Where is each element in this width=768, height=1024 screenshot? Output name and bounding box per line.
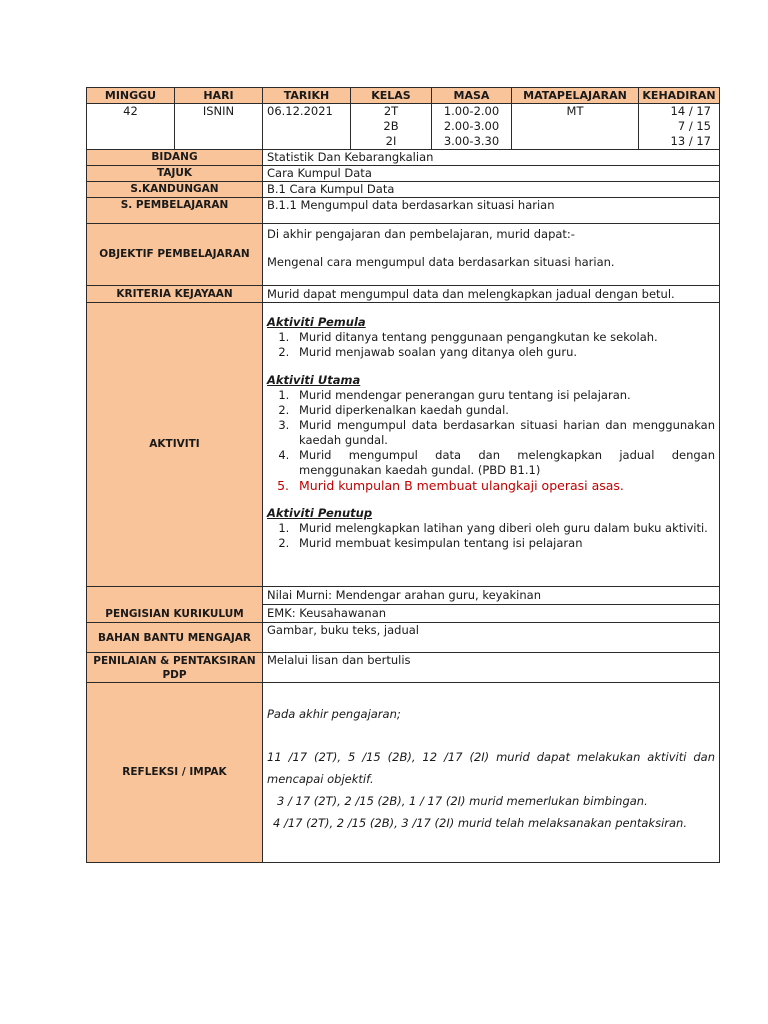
kandungan-value: B.1 Cara Kumpul Data: [263, 182, 720, 198]
pengisian-label: PENGISIAN KURIKULUM: [87, 587, 263, 623]
matapelajaran-value: MT: [512, 104, 639, 150]
pengisian-row: [87, 587, 720, 623]
lesson-plan: [86, 87, 719, 863]
list-item: 3. Murid mengumpul data berdasarkan situasi harian dan menggunakan kaedah gundal.: [293, 418, 715, 448]
header-hari: HARI: [175, 88, 263, 104]
kehadiran-item: 14 / 17: [670, 104, 711, 118]
bidang-label: BIDANG: [87, 150, 263, 166]
header-matapelajaran: MATAPELAJARAN: [512, 88, 639, 104]
objektif-cell: [263, 224, 720, 286]
aktiviti-row: [87, 303, 720, 587]
aktiviti-pemula-list: [267, 330, 715, 360]
kehadiran-list: [639, 104, 720, 150]
list-item: 4. Murid mengumpul data dan melengkapkan jadual dengan menggunakan kaedah gundal. (PBD B1.1): [293, 448, 715, 478]
kelas-item: 2T: [383, 104, 399, 118]
list-item: 2. Murid membuat kesimpulan tentang isi pelajaran: [293, 536, 715, 551]
refleksi-line1: 11 /17 (2T), 5 /15 (2B), 12 /17 (2I) murid dapat melakukan aktiviti dan mencapai objektif.: [267, 750, 715, 786]
header-tarikh: TARIKH: [263, 88, 351, 104]
list-item: 2. Murid diperkenalkan kaedah gundal.: [293, 403, 715, 418]
aktiviti-penutup-title: Aktiviti Penutup: [267, 506, 373, 520]
tarikh-value: 06.12.2021: [263, 104, 351, 150]
tajuk-value: Cara Kumpul Data: [263, 166, 720, 182]
pengisian-emk: EMK: Keusahawanan: [267, 606, 387, 620]
pembelajaran-value: B.1.1 Mengumpul data berdasarkan situasi harian: [263, 198, 720, 224]
bahan-row: [87, 623, 720, 653]
aktiviti-utama-list: [267, 388, 715, 493]
objektif-row: [87, 224, 720, 286]
pengisian-cell: [263, 587, 720, 623]
aktiviti-penutup-list: [267, 521, 715, 551]
info-row: [87, 104, 720, 150]
header-row: [87, 88, 720, 104]
aktiviti-pemula-title: Aktiviti Pemula: [267, 315, 366, 329]
kelas-item: 2B: [383, 119, 399, 133]
header-minggu: MINGGU: [87, 88, 175, 104]
pengisian-nilai: Nilai Murni: Mendengar arahan guru, keyakinan: [263, 587, 719, 605]
list-item: 1. Murid mendengar penerangan guru tentang isi pelajaran.: [293, 388, 715, 403]
aktiviti-cell: [263, 303, 720, 587]
kelas-item: 2I: [385, 134, 397, 148]
list-item-highlight: 5. Murid kumpulan B membuat ulangkaji operasi asas.: [293, 478, 715, 493]
kehadiran-item: 13 / 17: [670, 134, 711, 148]
penilaian-row: [87, 653, 720, 683]
refleksi-row: [87, 683, 720, 863]
kriteria-label: KRITERIA KEJAYAAN: [87, 286, 263, 303]
bahan-label: BAHAN BANTU MENGAJAR: [87, 623, 263, 653]
bahan-value: Gambar, buku teks, jadual: [263, 623, 720, 653]
masa-item: 3.00-3.30: [443, 134, 500, 148]
masa-list: [432, 104, 512, 150]
aktiviti-label: AKTIVITI: [87, 303, 263, 587]
objektif-intro: Di akhir pengajaran dan pembelajaran, murid dapat:-: [267, 227, 575, 241]
kriteria-value: Murid dapat mengumpul data dan melengkapkan jadual dengan betul.: [263, 286, 720, 303]
list-item: 1. Murid ditanya tentang penggunaan pengangkutan ke sekolah.: [293, 330, 715, 345]
bidang-value: Statistik Dan Kebarangkalian: [263, 150, 720, 166]
pembelajaran-row: [87, 198, 720, 224]
header-kehadiran: KEHADIRAN: [639, 88, 720, 104]
refleksi-label: REFLEKSI / IMPAK: [87, 683, 263, 863]
masa-item: 1.00-2.00: [443, 104, 500, 118]
kriteria-row: [87, 286, 720, 303]
minggu-value: 42: [87, 104, 175, 150]
kandungan-row: [87, 182, 720, 198]
masa-item: 2.00-3.00: [443, 119, 500, 133]
refleksi-line3: 4 /17 (2T), 2 /15 (2B), 3 /17 (2I) murid telah melaksanakan pentaksiran.: [273, 816, 687, 830]
kandungan-label: S.KANDUNGAN: [87, 182, 263, 198]
refleksi-intro: Pada akhir pengajaran;: [267, 707, 401, 721]
refleksi-line2: 3 / 17 (2T), 2 /15 (2B), 1 / 17 (2I) murid memerlukan bimbingan.: [277, 794, 648, 808]
penilaian-label: PENILAIAN & PENTAKSIRAN PDP: [87, 653, 263, 683]
lesson-plan-table: [86, 87, 720, 863]
penilaian-value: Melalui lisan dan bertulis: [263, 653, 720, 683]
kelas-list: [351, 104, 432, 150]
objektif-value: Mengenal cara mengumpul data berdasarkan situasi harian.: [267, 255, 615, 269]
list-item: 1. Murid melengkapkan latihan yang diberi oleh guru dalam buku aktiviti.: [293, 521, 715, 536]
refleksi-cell: [263, 683, 720, 863]
header-masa: MASA: [432, 88, 512, 104]
objektif-label: OBJEKTIF PEMBELAJARAN: [87, 224, 263, 286]
bidang-row: [87, 150, 720, 166]
list-item: 2. Murid menjawab soalan yang ditanya oleh guru.: [293, 345, 715, 360]
header-kelas: KELAS: [351, 88, 432, 104]
pembelajaran-label: S. PEMBELAJARAN: [87, 198, 263, 224]
hari-value: ISNIN: [175, 104, 263, 150]
tajuk-row: [87, 166, 720, 182]
tajuk-label: TAJUK: [87, 166, 263, 182]
kehadiran-item: 7 / 15: [677, 119, 711, 133]
aktiviti-utama-title: Aktiviti Utama: [267, 373, 361, 387]
